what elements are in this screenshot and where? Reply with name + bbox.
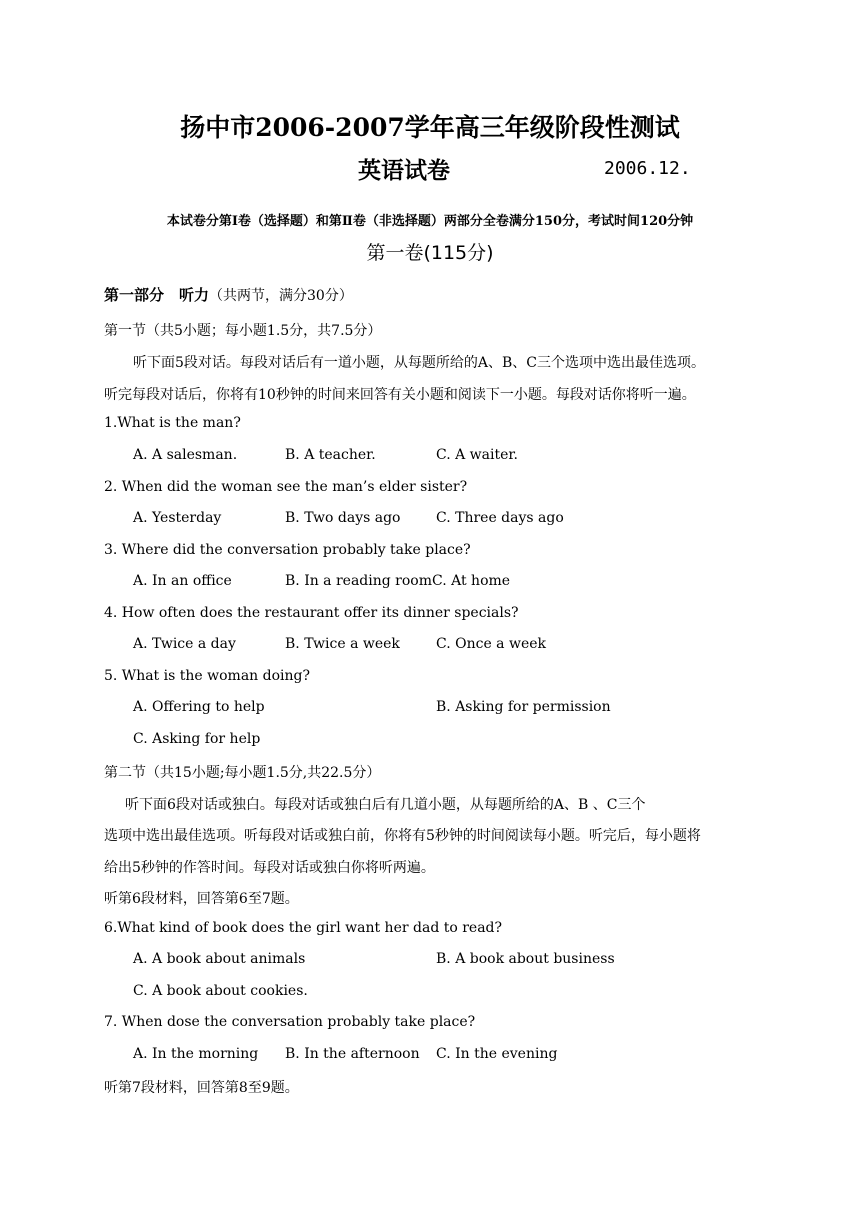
section2-heading: 第二节（共15小题;每小题1.5分,共22.5分） <box>104 765 381 781</box>
section2-instr-1: 听下面6段对话或独白。每段对话或独白后有几道小题，从每题所给的A、B 、C三个 <box>125 797 646 813</box>
section2-instr-2: 选项中选出最佳选项。听每段对话或独白前，你将有5秒钟的时间阅读每小题。听完后，每小题将 <box>104 828 701 844</box>
question-4: 4. How often does the restaurant offer its dinner specials? <box>104 605 519 621</box>
q4-option-a: A. Twice a day <box>133 636 236 652</box>
q6-option-a: A. A book about animals <box>133 951 306 967</box>
part-title: 第一卷(115分) <box>366 242 494 264</box>
material-7-note: 听第7段材料，回答第8至9题。 <box>104 1080 299 1096</box>
q4-option-b: B. Twice a week <box>285 636 400 652</box>
q5-option-a: A. Offering to help <box>133 699 265 715</box>
q1-option-a: A. A salesman. <box>133 447 238 463</box>
q3-option-c: C. At home <box>432 573 511 589</box>
section2-instr-3: 给出5秒钟的作答时间。每段对话或独白你将听两遍。 <box>104 860 435 876</box>
q7-option-c: C. In the evening <box>436 1046 558 1062</box>
section1-title <box>104 284 353 305</box>
q2-option-c: C. Three days ago <box>436 510 564 526</box>
q2-option-a: A. Yesterday <box>133 510 222 526</box>
question-5: 5. What is the woman doing? <box>104 668 310 684</box>
exam-subtitle: 英语试卷 <box>358 157 450 184</box>
q3-option-a: A. In an office <box>133 573 232 589</box>
q1-option-c: C. A waiter. <box>436 447 518 463</box>
material-6-note: 听第6段材料，回答第6至7题。 <box>104 891 299 907</box>
q1-option-b: B. A teacher. <box>285 447 376 463</box>
q5-option-b: B. Asking for permission <box>436 699 611 715</box>
exam-note: 本试卷分第Ⅰ卷（选择题）和第Ⅱ卷（非选择题）两部分全卷满分150分，考试时间120分钟 <box>166 214 694 229</box>
section1-title-text: 第一部分 听力 <box>104 286 210 304</box>
section1-instr-1: 听下面5段对话。每段对话后有一道小题，从每题所给的A、B、C三个选项中选出最佳选项。 <box>133 355 706 371</box>
q2-option-b: B. Two days ago <box>285 510 401 526</box>
q6-option-c: C. A book about cookies. <box>133 983 308 999</box>
question-2: 2. When did the woman see the man’s elder sister? <box>104 479 468 495</box>
question-1: 1.What is the man? <box>104 415 241 431</box>
section1-instr-2: 听完每段对话后，你将有10秒钟的时间来回答有关小题和阅读下一小题。每段对话你将听一遍。 <box>104 387 696 403</box>
exam-title: 扬中市2006-2007学年高三年级阶段性测试 <box>180 113 680 142</box>
question-3: 3. Where did the conversation probably take place? <box>104 542 471 558</box>
section1-heading: 第一节（共5小题；每小题1.5分，共7.5分） <box>104 323 382 339</box>
section1-title-sub: （共两节，满分30分） <box>209 288 353 304</box>
exam-date: 2006.12. <box>604 158 691 179</box>
q7-option-a: A. In the morning <box>133 1046 259 1062</box>
q6-option-b: B. A book about business <box>436 951 615 967</box>
question-6: 6.What kind of book does the girl want her dad to read? <box>104 920 503 936</box>
q7-option-b: B. In the afternoon <box>285 1046 420 1062</box>
question-7: 7. When dose the conversation probably take place? <box>104 1014 476 1030</box>
q3-option-b: B. In a reading room <box>285 573 432 589</box>
q4-option-c: C. Once a week <box>436 636 547 652</box>
q5-option-c: C. Asking for help <box>133 731 261 747</box>
